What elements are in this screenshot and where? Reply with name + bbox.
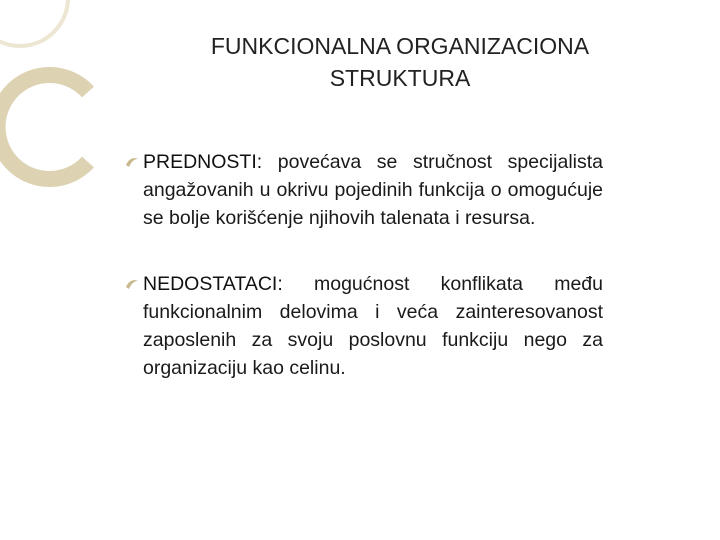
title-line-1: FUNKCIONALNA ORGANIZACIONA xyxy=(210,33,590,59)
bullet-nedostataci xyxy=(125,270,603,382)
bullet-lead: PREDNOSTI: xyxy=(143,151,263,173)
top-arc xyxy=(0,0,68,46)
bullet-text: povećava se stručnost specijalista angažovanih u okrivu pojedinih funkcija o omogućuje se bolje korišćenje njihovih talenata i resursa. xyxy=(143,151,603,229)
title-line-2: STRUKTURA xyxy=(329,65,471,91)
swoosh-bullet-icon xyxy=(125,156,139,168)
slide-title xyxy=(150,30,650,94)
bullet-lead: NEDOSTATACI: xyxy=(143,273,283,295)
swoosh-bullet-icon xyxy=(125,278,139,290)
bullet-list xyxy=(125,148,603,382)
bullet-prednosti xyxy=(125,148,603,232)
bullet-text: mogućnost konflikata među funkcionalnim delovima i veća zainteresovanost zaposlenih za svoju poslovnu funkciju nego za organizaciju kao celinu. xyxy=(143,273,603,379)
decorative-circles xyxy=(0,0,140,240)
crescent-arc xyxy=(0,75,88,179)
